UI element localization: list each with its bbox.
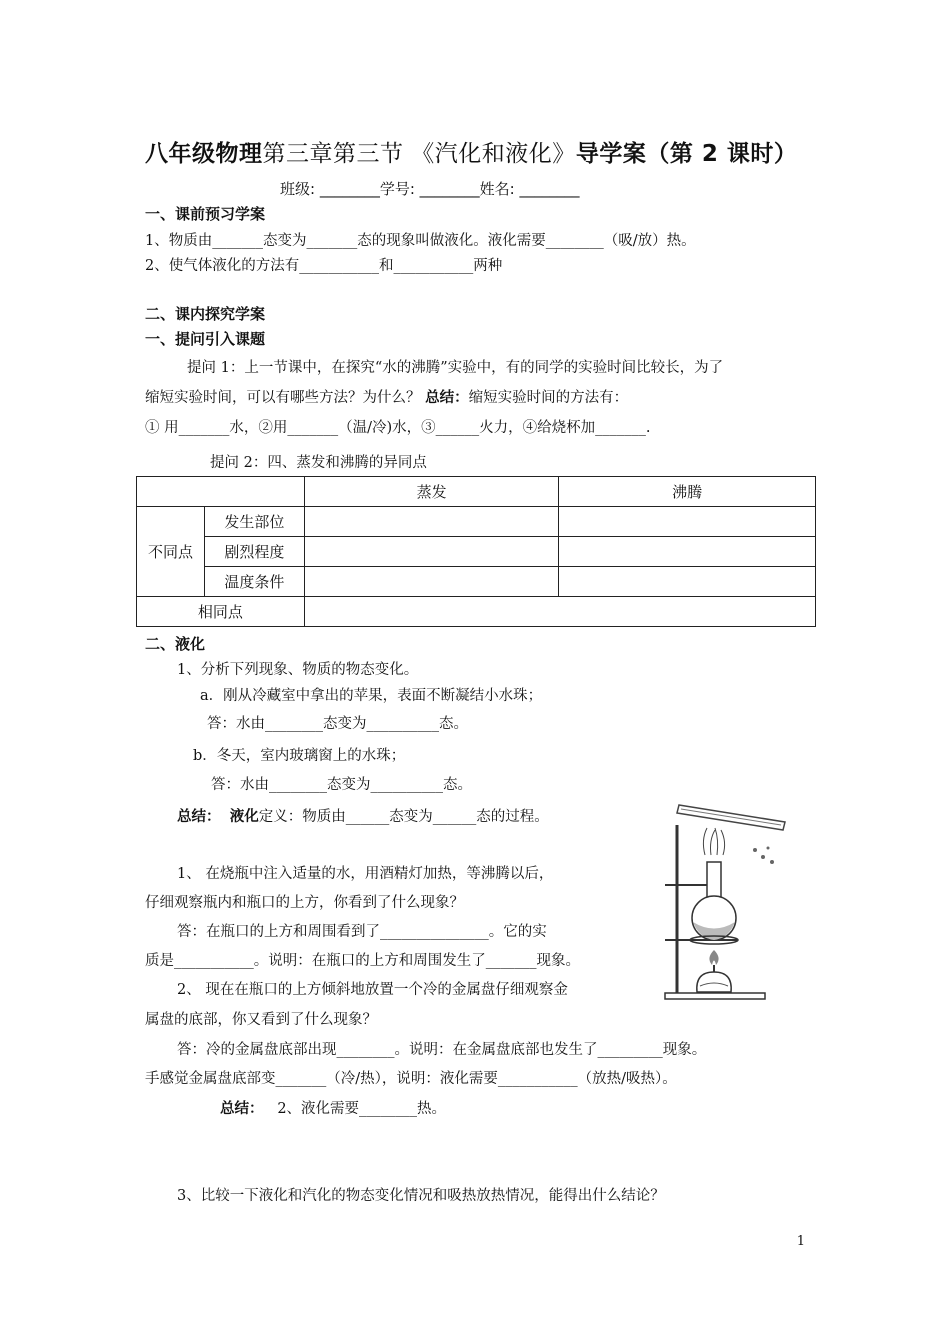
boiling-flask-apparatus-figure — [657, 800, 787, 1015]
preview-question-1: 1、物质由_______态变为_______态的现象叫做液化。液化需要________（吸/放）热。 — [145, 233, 696, 249]
table-header-row — [137, 477, 816, 507]
table-row — [137, 507, 816, 537]
header-evaporation: 蒸发 — [304, 477, 559, 507]
title-tail: 导学案（第 2 课时） — [575, 141, 798, 167]
table-row — [137, 567, 816, 597]
row-label-temperature: 温度条件 — [204, 567, 304, 597]
experiment-1-answer-1: 答：在瓶口的上方和周围看到了_______________。它的实 — [177, 924, 547, 940]
comparison-table — [136, 476, 816, 627]
subheading-intro: 一、提问引入课题 — [145, 330, 266, 348]
experiment-1-line-2: 仔细观察瓶内和瓶口的上方，你看到了什么现象？ — [145, 895, 464, 911]
blank-cell[interactable] — [559, 567, 816, 597]
answer-a: 答：水由________态变为__________态。 — [207, 716, 468, 732]
student-info-line: 班级: ________学号: ________姓名: ________ — [280, 180, 580, 198]
page-title — [145, 135, 797, 168]
item-a: a．刚从冷藏室中拿出的苹果，表面不断凝结小水珠； — [200, 688, 543, 704]
summary-heat — [220, 1097, 446, 1118]
table-corner-cell — [137, 477, 305, 507]
row-label-location: 发生部位 — [204, 507, 304, 537]
term-liquefaction: 液化 — [229, 808, 259, 825]
experiment-2-answer-1: 答：冷的金属盘底部出现________。说明：在金属盘底部也发生了_________现象。 — [177, 1042, 707, 1058]
definition-text: 定义：物质由______态变为______态的过程。 — [258, 809, 549, 825]
item-b: b．冬天，室内玻璃窗上的水珠； — [193, 748, 406, 764]
header-boiling: 沸腾 — [559, 477, 816, 507]
question-1-line-2 — [145, 386, 628, 407]
subheading-liquefaction: 二、液化 — [145, 635, 206, 653]
item-1: 1、分析下列现象、物质的物态变化。 — [177, 662, 419, 678]
section-heading-inclass: 二、课内探究学案 — [145, 305, 266, 323]
summary-label: 总结： — [177, 808, 221, 825]
blank-cell[interactable] — [304, 597, 815, 627]
experiment-2-answer-2: 手感觉金属盘底部变_______（冷/热），说明：液化需要___________（放热/吸热）。 — [145, 1071, 677, 1087]
question-1-text: 缩短实验时间，可以有哪些方法？为什么？ — [145, 390, 426, 406]
blank-cell[interactable] — [559, 507, 816, 537]
row-label-similarities: 相同点 — [137, 597, 305, 627]
question-1-line-1: 提问 1：上一节课中，在探究“水的沸腾”实验中，有的同学的实验时间比较长，为了 — [187, 360, 724, 376]
table-row — [137, 537, 816, 567]
title-chapter: 第三章第三节 《汽化和液化》 — [262, 141, 576, 167]
row-label-intensity: 剧烈程度 — [204, 537, 304, 567]
experiment-2-line-1: 2、 现在在瓶口的上方倾斜地放置一个冷的金属盘仔细观察金 — [177, 982, 568, 998]
summary-definition — [177, 805, 549, 826]
blank-cell[interactable] — [304, 567, 559, 597]
blank-cell[interactable] — [304, 507, 559, 537]
page-number: 1 — [796, 1234, 805, 1249]
title-bold: 八年级物理 — [145, 141, 263, 167]
blank-cell[interactable] — [304, 537, 559, 567]
table-row — [137, 597, 816, 627]
experiment-1-line-1: 1、 在烧瓶中注入适量的水，用酒精灯加热，等沸腾以后， — [177, 866, 554, 882]
experiment-1-answer-2: 质是___________。说明：在瓶口的上方和周围发生了_______现象。 — [145, 953, 580, 969]
summary-label: 总结： — [220, 1100, 264, 1117]
question-1-methods: ① 用_______水，②用_______（温/冷)水，③______火力，④给烧杯加_______. — [145, 420, 651, 436]
answer-b: 答：水由________态变为__________态。 — [211, 777, 472, 793]
summary-text: 缩短实验时间的方法有： — [468, 390, 629, 406]
blank-cell[interactable] — [559, 537, 816, 567]
group-differences: 不同点 — [137, 507, 205, 597]
summary-heat-text: 2、液化需要________热。 — [277, 1101, 447, 1117]
question-2: 提问 2：四、蒸发和沸腾的异同点 — [210, 455, 427, 471]
item-3: 3、比较一下液化和汽化的物态变化情况和吸热放热情况，能得出什么结论？ — [177, 1188, 665, 1204]
preview-question-2: 2、使气体液化的方法有___________和___________两种 — [145, 258, 503, 274]
experiment-2-line-2: 属盘的底部，你又看到了什么现象？ — [145, 1012, 377, 1028]
section-heading-preview: 一、课前预习学案 — [145, 205, 266, 223]
summary-label: 总结： — [425, 389, 469, 406]
